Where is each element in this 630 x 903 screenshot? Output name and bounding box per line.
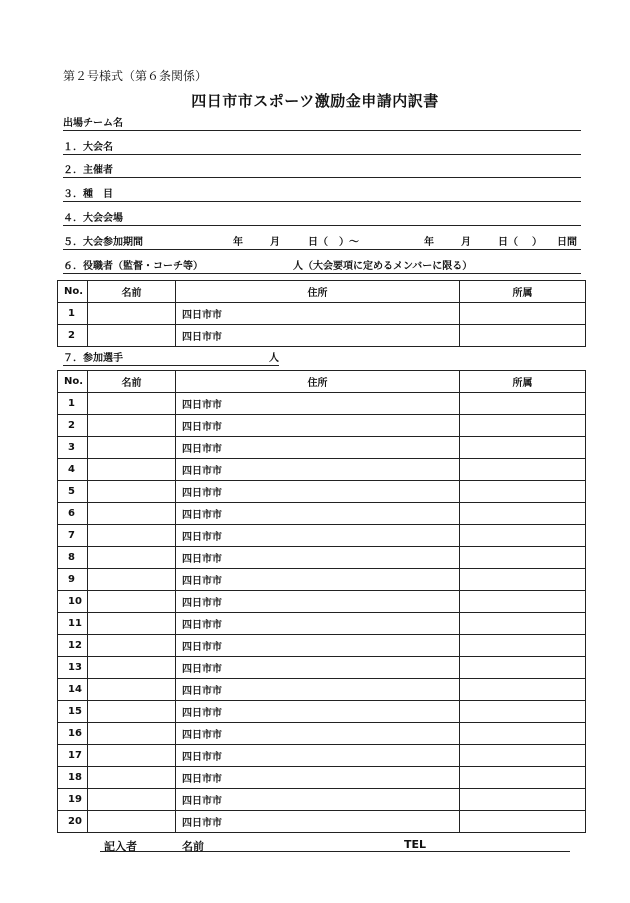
name-cell[interactable] — [88, 459, 176, 481]
table-row — [58, 723, 586, 745]
table-row — [58, 657, 586, 679]
affiliation-cell[interactable] — [460, 415, 586, 437]
name-cell[interactable] — [88, 481, 176, 503]
row-number: 15 — [58, 701, 88, 723]
affiliation-cell[interactable] — [460, 569, 586, 591]
row-number: 17 — [58, 745, 88, 767]
table-row — [58, 811, 586, 833]
row-number: 1 — [58, 393, 88, 415]
end-year-label: 年 — [424, 237, 434, 248]
address-cell[interactable]: 四日市市 — [176, 811, 460, 833]
header-no: No. — [58, 371, 88, 393]
row-number: 1 — [58, 303, 88, 325]
form-number: 第２号様式（第６条関係） — [63, 69, 208, 83]
address-cell[interactable]: 四日市市 — [176, 613, 460, 635]
name-cell[interactable] — [88, 591, 176, 613]
address-cell[interactable]: 四日市市 — [176, 437, 460, 459]
name-cell[interactable] — [88, 303, 176, 325]
team-name-label: 出場チーム名 — [63, 118, 123, 129]
name-cell[interactable] — [88, 723, 176, 745]
table-header-row — [58, 281, 586, 303]
address-cell[interactable]: 四日市市 — [176, 591, 460, 613]
address-cell[interactable]: 四日市市 — [176, 459, 460, 481]
address-cell[interactable]: 四日市市 — [176, 767, 460, 789]
affiliation-cell[interactable] — [460, 767, 586, 789]
row-number: 18 — [58, 767, 88, 789]
players-table — [57, 370, 586, 833]
header-no: No. — [58, 281, 88, 303]
affiliation-cell[interactable] — [460, 437, 586, 459]
address-cell[interactable]: 四日市市 — [176, 657, 460, 679]
affiliation-cell[interactable] — [460, 657, 586, 679]
row-number: 11 — [58, 613, 88, 635]
affiliation-cell[interactable] — [460, 503, 586, 525]
name-cell[interactable] — [88, 657, 176, 679]
table-row — [58, 613, 586, 635]
header-affiliation: 所属 — [460, 371, 586, 393]
address-cell[interactable]: 四日市市 — [176, 745, 460, 767]
table-row — [58, 481, 586, 503]
name-cell[interactable] — [88, 503, 176, 525]
row-number: 16 — [58, 723, 88, 745]
name-cell[interactable] — [88, 789, 176, 811]
page-title: 四日市市スポーツ激励金申請内訳書 — [191, 92, 439, 110]
affiliation-cell[interactable] — [460, 635, 586, 657]
start-month-label: 月 — [270, 237, 280, 248]
row-number: 4 — [58, 459, 88, 481]
affiliation-cell[interactable] — [460, 745, 586, 767]
organizer-field[interactable] — [63, 161, 581, 178]
table-row — [58, 437, 586, 459]
staff-table-body — [58, 303, 586, 347]
header-name: 名前 — [88, 281, 176, 303]
address-cell[interactable]: 四日市市 — [176, 415, 460, 437]
players-count-suffix: 人 — [269, 353, 279, 364]
table-row — [58, 701, 586, 723]
row-number: 3 — [58, 437, 88, 459]
address-cell[interactable]: 四日市市 — [176, 723, 460, 745]
team-name-field[interactable] — [63, 114, 581, 131]
name-cell[interactable] — [88, 525, 176, 547]
period-label: ５．大会参加期間 — [63, 237, 143, 248]
address-cell[interactable]: 四日市市 — [176, 569, 460, 591]
table-header-row — [58, 371, 586, 393]
table-row — [58, 789, 586, 811]
tel-label: TEL — [404, 838, 427, 851]
table-row — [58, 303, 586, 325]
table-row — [58, 591, 586, 613]
address-cell[interactable]: 四日市市 — [176, 679, 460, 701]
row-number: 10 — [58, 591, 88, 613]
name-cell[interactable] — [88, 569, 176, 591]
affiliation-cell[interactable] — [460, 723, 586, 745]
address-cell[interactable]: 四日市市 — [176, 325, 460, 347]
table-row — [58, 547, 586, 569]
affiliation-cell[interactable] — [460, 811, 586, 833]
table-row — [58, 393, 586, 415]
row-number: 5 — [58, 481, 88, 503]
row-number: 6 — [58, 503, 88, 525]
name-cell[interactable] — [88, 767, 176, 789]
event-name-field[interactable] — [63, 138, 581, 155]
row-number: 2 — [58, 415, 88, 437]
recorder-name-label: 名前 — [182, 840, 204, 853]
row-number: 9 — [58, 569, 88, 591]
start-day-label: 日（ — [308, 237, 328, 248]
address-cell[interactable]: 四日市市 — [176, 303, 460, 325]
table-row — [58, 745, 586, 767]
row-number: 14 — [58, 679, 88, 701]
organizer-label: ２．主催者 — [63, 165, 113, 176]
end-day-close: ） — [532, 237, 542, 248]
end-day-label: 日（ — [498, 237, 518, 248]
table-row — [58, 415, 586, 437]
recorder-signature-line[interactable] — [100, 851, 570, 852]
row-number: 13 — [58, 657, 88, 679]
recorder-label: 記入者 — [104, 840, 137, 853]
table-row — [58, 325, 586, 347]
table-row — [58, 569, 586, 591]
name-cell[interactable] — [88, 701, 176, 723]
affiliation-cell[interactable] — [460, 393, 586, 415]
row-number: 8 — [58, 547, 88, 569]
row-number: 7 — [58, 525, 88, 547]
sport-label: ３．種 目 — [63, 189, 113, 200]
affiliation-cell[interactable] — [460, 481, 586, 503]
name-cell[interactable] — [88, 393, 176, 415]
table-row — [58, 503, 586, 525]
header-name: 名前 — [88, 371, 176, 393]
venue-label: ４．大会会場 — [63, 213, 123, 224]
start-year-label: 年 — [233, 237, 243, 248]
name-cell[interactable] — [88, 325, 176, 347]
address-cell[interactable]: 四日市市 — [176, 635, 460, 657]
address-cell[interactable]: 四日市市 — [176, 481, 460, 503]
affiliation-cell[interactable] — [460, 591, 586, 613]
affiliation-cell[interactable] — [460, 325, 586, 347]
name-cell[interactable] — [88, 437, 176, 459]
address-cell[interactable]: 四日市市 — [176, 547, 460, 569]
address-cell[interactable]: 四日市市 — [176, 701, 460, 723]
affiliation-cell[interactable] — [460, 613, 586, 635]
affiliation-cell[interactable] — [460, 459, 586, 481]
name-cell[interactable] — [88, 811, 176, 833]
header-address: 住所 — [176, 281, 460, 303]
table-row — [58, 679, 586, 701]
name-cell[interactable] — [88, 679, 176, 701]
affiliation-cell[interactable] — [460, 679, 586, 701]
header-address: 住所 — [176, 371, 460, 393]
row-number: 20 — [58, 811, 88, 833]
event-name-label: １．大会名 — [63, 142, 113, 153]
staff-count-suffix: 人（大会要項に定めるメンバーに限る） — [293, 261, 473, 272]
name-cell[interactable] — [88, 745, 176, 767]
name-cell[interactable] — [88, 635, 176, 657]
players-field[interactable] — [63, 349, 279, 366]
players-label: ７．参加選手 — [63, 353, 123, 364]
staff-field[interactable] — [63, 257, 581, 274]
affiliation-cell[interactable] — [460, 547, 586, 569]
affiliation-cell[interactable] — [460, 303, 586, 325]
affiliation-cell[interactable] — [460, 701, 586, 723]
row-number: 19 — [58, 789, 88, 811]
table-row — [58, 635, 586, 657]
table-row — [58, 767, 586, 789]
table-row — [58, 459, 586, 481]
address-cell[interactable]: 四日市市 — [176, 789, 460, 811]
address-cell[interactable]: 四日市市 — [176, 525, 460, 547]
name-cell[interactable] — [88, 547, 176, 569]
name-cell[interactable] — [88, 613, 176, 635]
sport-field[interactable] — [63, 185, 581, 202]
row-number: 2 — [58, 325, 88, 347]
days-label: 日間 — [557, 237, 577, 248]
end-month-label: 月 — [461, 237, 471, 248]
staff-table — [57, 280, 586, 347]
header-affiliation: 所属 — [460, 281, 586, 303]
row-number: 12 — [58, 635, 88, 657]
address-cell[interactable]: 四日市市 — [176, 503, 460, 525]
period-field[interactable] — [63, 233, 581, 250]
table-row — [58, 525, 586, 547]
start-day-close: ）～ — [339, 237, 359, 248]
affiliation-cell[interactable] — [460, 789, 586, 811]
venue-field[interactable] — [63, 209, 581, 226]
name-cell[interactable] — [88, 415, 176, 437]
staff-label: ６．役職者（監督・コーチ等） — [63, 261, 203, 272]
affiliation-cell[interactable] — [460, 525, 586, 547]
players-table-body — [58, 393, 586, 833]
address-cell[interactable]: 四日市市 — [176, 393, 460, 415]
